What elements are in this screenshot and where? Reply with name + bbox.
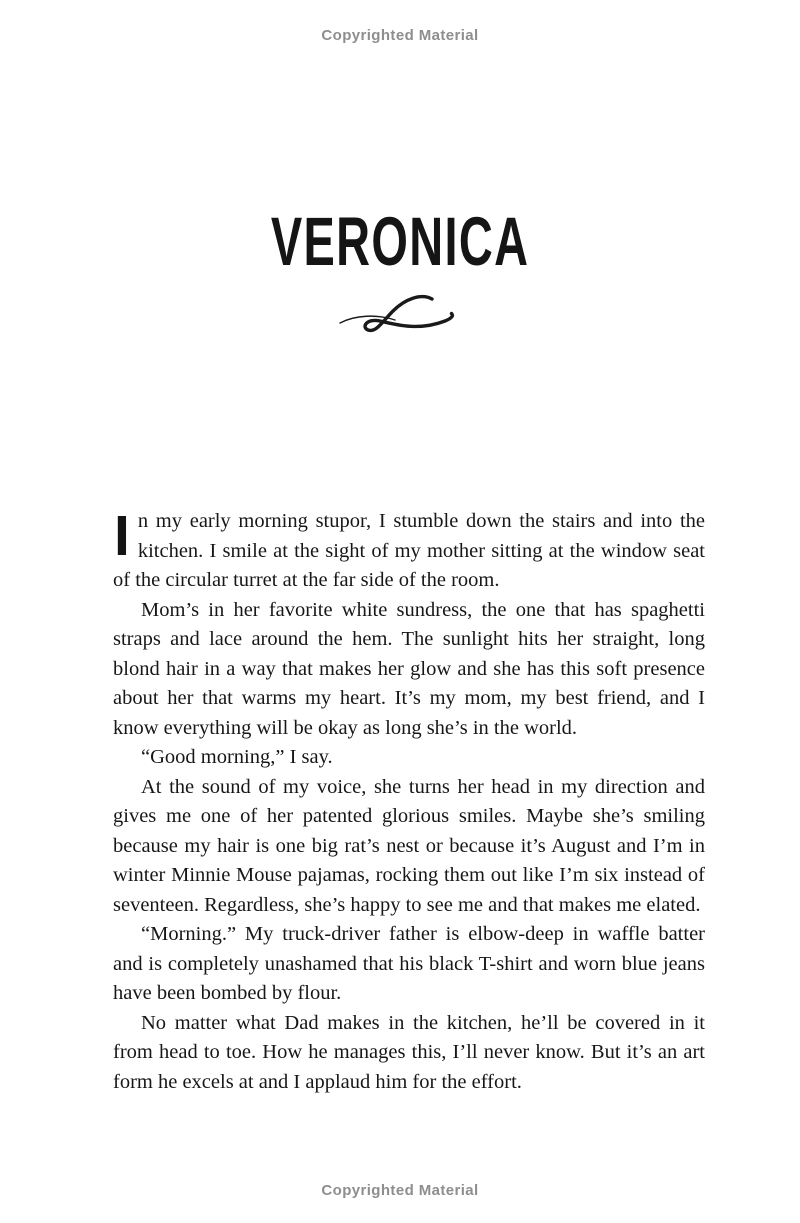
chapter-body [113,504,705,1097]
paragraph [113,920,705,1009]
paragraph [113,596,705,744]
paragraph-text: At the sound of my voice, she turns her head in my direction and gives me one of her patented glorious smiles. Maybe she’s smiling because my hair is one big rat’s nest or because it’s August and I’m in winter Minnie Mouse pajamas, rocking them out like I’m six instead of seventeen. Regardless, she’s happy to see me and that makes me elated. [113,775,705,916]
chapter-title-text: VERONICA [270,203,530,280]
paragraph-text: “Good morning,” I say. [141,746,333,768]
drop-cap: I [114,504,130,568]
chapter-title [0,203,800,280]
copyright-notice-bottom: Copyrighted Material [321,1182,479,1199]
paragraph [113,773,705,921]
copyright-notice-top: Copyrighted Material [321,27,479,44]
paragraph [113,743,705,773]
paragraph-text: No matter what Dad makes in the kitchen, he’ll be covered in it from head to toe. How he manages this, I’ll never know. But it’s an art form he excels at and I applaud him for the effort. [113,1011,705,1093]
paragraph-text: n my early morning stupor, I stumble down the stairs and into the kitchen. I smile at the sight of my mother sitting at the window seat of the circular turret at the far side of the room. [113,510,705,591]
paragraph [113,504,705,596]
paragraph-text: “Morning.” My truck-driver father is elbow-deep in waffle batter and is completely unashamed that his black T-shirt and worn blue jeans have been bombed by flour. [113,923,705,1004]
paragraph [113,1009,705,1098]
paragraph-text: Mom’s in her favorite white sundress, the one that has spaghetti straps and lace around the hem. The sunlight hits her straight, long blond hair in a way that makes her glow and she has this soft presence about her that warms my heart. It’s my mom, my best friend, and I know everything will be okay as long she’s in the world. [113,598,705,739]
flourish-icon [335,327,465,344]
chapter-divider [0,290,800,345]
